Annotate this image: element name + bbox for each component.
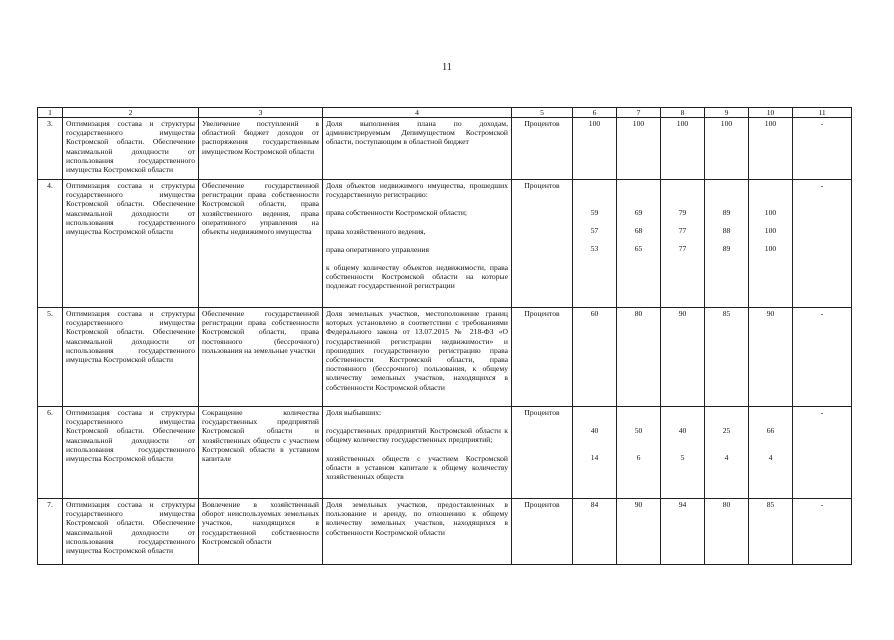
unit-cell: Процентов bbox=[512, 308, 573, 407]
value-cell: 85 bbox=[705, 308, 749, 407]
value-cell: 80 bbox=[617, 308, 661, 407]
indicator-tail: к общему количеству объектов недвижимости, права собственности Костромской области на которые подлежат государственной регистрации bbox=[326, 263, 508, 291]
task-cell: Оптимизация состава и структуры государственного имущества Костромской области. Обеспечение максимальной доходности от использования государственного имущества Костромской области bbox=[63, 308, 199, 407]
header-cell: 7 bbox=[617, 108, 661, 118]
indicator-sub: права оперативного управления bbox=[326, 244, 429, 254]
note-cell: - bbox=[793, 407, 852, 499]
value: 66 bbox=[766, 426, 775, 435]
value: 88 bbox=[722, 226, 731, 236]
row-number: 5. bbox=[38, 308, 63, 407]
unit-cell: Процентов bbox=[512, 407, 573, 499]
note-cell: - bbox=[793, 308, 852, 407]
indicator-cell bbox=[323, 180, 512, 308]
row-number: 7. bbox=[38, 499, 63, 565]
value: 5 bbox=[680, 453, 685, 463]
header-cell: 3 bbox=[199, 108, 323, 118]
header-cell: 5 bbox=[512, 108, 573, 118]
header-cell: 10 bbox=[749, 108, 793, 118]
header-cell: 4 bbox=[323, 108, 512, 118]
value: 100 bbox=[764, 208, 777, 217]
value: 50 bbox=[634, 426, 643, 435]
value-cell: 84 bbox=[573, 499, 617, 565]
value: 6 bbox=[636, 453, 641, 463]
event-cell: Обеспечение государственной регистрации права собственности Костромской области, права хозяйственного ведения, права оперативного управления на объекты недвижимого имущества bbox=[199, 180, 323, 308]
value-cell bbox=[705, 180, 749, 308]
task-cell: Оптимизация состава и структуры государственного имущества Костромской области. Обеспечение максимальной доходности от использования государственного имущества Костромской области bbox=[63, 499, 199, 565]
value: 4 bbox=[724, 453, 729, 463]
row-number: 4. bbox=[38, 180, 63, 308]
indicator-cell: Доля выполнения плана по доходам, администрируемым Депимуществом Костромской области, поступающим в областной бюджет bbox=[323, 118, 512, 180]
value-cell: 90 bbox=[749, 308, 793, 407]
note-cell: - bbox=[793, 180, 852, 308]
value: 4 bbox=[768, 453, 773, 463]
indicator-cell: Доля земельных участков, местоположение границ которых установлено в соответствии с требованиями Федерального закона от 13.07.2015 № 218-ФЗ «О государственной регистрации недвижимости» и прошедших государственную регистрацию права собственности Костромской области, права постоянного (бессрочного) пользования, к общему количеству земельных участков, находящихся в собственности Костромской области bbox=[323, 308, 512, 407]
value: 25 bbox=[722, 426, 731, 435]
value-cell bbox=[661, 407, 705, 499]
value: 89 bbox=[722, 244, 731, 254]
unit-cell: Процентов bbox=[512, 499, 573, 565]
task-cell: Оптимизация состава и структуры государственного имущества Костромской области. Обеспечение максимальной доходности от использования государственного имущества Костромской области bbox=[63, 407, 199, 499]
indicator-head: Доля выбывших: bbox=[326, 408, 382, 417]
value-cell bbox=[749, 407, 793, 499]
value-cell: 90 bbox=[661, 308, 705, 407]
indicator-sub: права хозяйственного ведения, bbox=[326, 226, 426, 236]
event-cell: Увеличение поступлений в областной бюджет доходов от распоряжения государственным имуществом Костромской области bbox=[199, 118, 323, 180]
value-cell bbox=[617, 180, 661, 308]
header-cell: 6 bbox=[573, 108, 617, 118]
task-cell: Оптимизация состава и структуры государственного имущества Костромской области. Обеспечение максимальной доходности от использования государственного имущества Костромской области bbox=[63, 118, 199, 180]
header-cell: 1 bbox=[38, 108, 63, 118]
value: 89 bbox=[722, 208, 731, 217]
indicator-sub: права собственности Костромской области; bbox=[326, 208, 468, 218]
value: 40 bbox=[678, 426, 687, 435]
row-number: 6. bbox=[38, 407, 63, 499]
header-cell: 2 bbox=[63, 108, 199, 118]
table-row bbox=[38, 118, 852, 180]
table-row bbox=[38, 180, 852, 308]
table-row bbox=[38, 308, 852, 407]
indicator-cell: Доля земельных участков, предоставленных в пользование и аренду, по отношению к общему количеству земельных участков, находящихся в собственности Костромской области bbox=[323, 499, 512, 565]
indicator-sub: государственных предприятий Костромской области к общему количеству государственных предприятий; bbox=[326, 426, 508, 445]
value-cell: 100 bbox=[573, 118, 617, 180]
indicator-cell bbox=[323, 407, 512, 499]
value: 14 bbox=[590, 453, 599, 463]
header-cell: 9 bbox=[705, 108, 749, 118]
event-cell: Обеспечение государственной регистрации права собственности Костромской области, права постоянного (бессрочного) пользования на земельные участки bbox=[199, 308, 323, 407]
value: 77 bbox=[678, 244, 687, 254]
value-cell: 80 bbox=[705, 499, 749, 565]
indicator-head: Доля объектов недвижимого имущества, прошедших государственную регистрацию: bbox=[326, 181, 508, 200]
value-cell bbox=[661, 180, 705, 308]
value: 79 bbox=[678, 208, 687, 217]
value: 53 bbox=[590, 244, 599, 254]
indicator-sub: хозяйственных обществ с участием Костромской области в уставном капитале к общему количеству хозяйственных обществ bbox=[326, 453, 508, 482]
unit-cell: Процентов bbox=[512, 118, 573, 180]
value: 100 bbox=[764, 244, 777, 254]
value-cell: 100 bbox=[617, 118, 661, 180]
value-cell bbox=[705, 407, 749, 499]
table-row bbox=[38, 499, 852, 565]
value-cell: 90 bbox=[617, 499, 661, 565]
header-cell: 8 bbox=[661, 108, 705, 118]
value-cell: 100 bbox=[661, 118, 705, 180]
value-cell: 60 bbox=[573, 308, 617, 407]
value-cell: 100 bbox=[705, 118, 749, 180]
value-cell: 85 bbox=[749, 499, 793, 565]
event-cell: Вовлечение в хозяйственный оборот неиспользуемых земельных участков, находящихся в государственной собственности Костромской области bbox=[199, 499, 323, 565]
row-number: 3. bbox=[38, 118, 63, 180]
value: 59 bbox=[590, 208, 599, 217]
header-row bbox=[38, 108, 852, 118]
value-cell bbox=[573, 180, 617, 308]
page-number: 11 bbox=[442, 62, 452, 73]
value-cell bbox=[749, 180, 793, 308]
value: 40 bbox=[590, 426, 599, 435]
value: 57 bbox=[590, 226, 599, 236]
unit-cell: Процентов bbox=[512, 180, 573, 308]
note-cell: - bbox=[793, 118, 852, 180]
table-row bbox=[38, 407, 852, 499]
value-cell bbox=[617, 407, 661, 499]
value: 69 bbox=[634, 208, 643, 217]
task-cell: Оптимизация состава и структуры государственного имущества Костромской области. Обеспечение максимальной доходности от использования государственного имущества Костромской области bbox=[63, 180, 199, 308]
value-cell: 100 bbox=[749, 118, 793, 180]
event-cell: Сокращение количества государственных предприятий Костромской области и хозяйственных обществ с участием Костромской области в уставном капитале bbox=[199, 407, 323, 499]
note-cell: - bbox=[793, 499, 852, 565]
value-cell bbox=[573, 407, 617, 499]
indicators-table bbox=[37, 107, 852, 565]
header-cell: 11 bbox=[793, 108, 852, 118]
value: 77 bbox=[678, 226, 687, 236]
value-cell: 94 bbox=[661, 499, 705, 565]
value: 100 bbox=[764, 226, 777, 236]
value: 65 bbox=[634, 244, 643, 254]
value: 68 bbox=[634, 226, 643, 236]
